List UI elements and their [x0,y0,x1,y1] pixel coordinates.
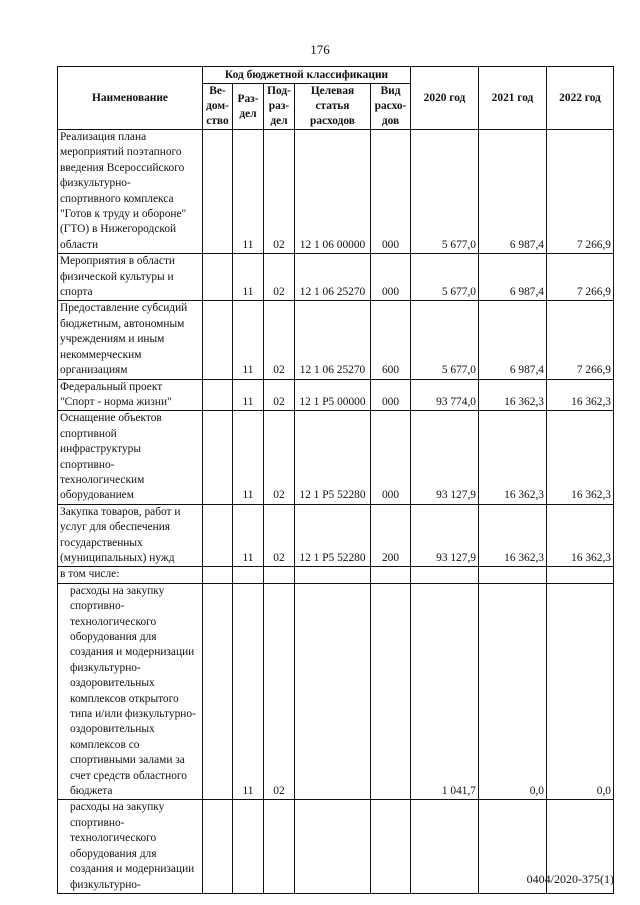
row-celevaya [295,583,371,800]
row-podrazdel: 02 [264,130,295,254]
row-2020: 5 677,0 [411,130,479,254]
row-vedomstvo [203,301,233,379]
row-podrazdel: 02 [264,379,295,411]
row-razdel: 11 [233,379,264,411]
row-celevaya: 12 1 06 25270 [295,254,371,301]
row-2021: 16 362,3 [479,504,547,567]
row-podrazdel [264,800,295,893]
row-2021: 6 987,4 [479,254,547,301]
row-name: Реализация плана мероприятий поэтапного введения Всероссийского физкультурно- спортивного комплекса "Готов к труду и обороне" (ГТО) в Нижегородской области [58,130,203,254]
row-2020: 93 127,9 [411,504,479,567]
row-name: расходы на закупку спортивно- технологического оборудования для создания и модернизации физкультурно- оздоровительных комплексов открытого типа и/или физкультурно- оздоровительных комплексов со спортивными залами за счет средств областного бюджета [58,583,203,800]
row-2020 [411,567,479,583]
header-2020: 2020 год [411,67,479,130]
budget-table [57,66,614,894]
table-row [58,583,614,800]
header-podrazdel: Под- раз- дел [264,84,295,130]
row-vedomstvo [203,567,233,583]
row-celevaya [295,567,371,583]
row-razdel: 11 [233,583,264,800]
row-2022 [547,567,614,583]
row-2022: 0,0 [547,583,614,800]
row-name: в том числе: [58,567,203,583]
row-2020: 93 127,9 [411,411,479,504]
header-vid: Вид расхо- дов [371,84,411,130]
table-row [58,379,614,411]
row-2021 [479,567,547,583]
row-podrazdel: 02 [264,504,295,567]
page-number: 176 [310,42,330,57]
row-2020: 5 677,0 [411,254,479,301]
row-vid: 000 [371,130,411,254]
row-2021: 16 362,3 [479,411,547,504]
row-2022: 16 362,3 [547,411,614,504]
row-vid: 200 [371,504,411,567]
row-name: Предоставление субсидий бюджетным, автономным учреждениям и иным некоммерческим организациям [58,301,203,379]
row-2022: 7 266,9 [547,301,614,379]
row-celevaya [295,800,371,893]
row-vid: 600 [371,301,411,379]
row-2022: 7 266,9 [547,130,614,254]
table-row [58,301,614,379]
row-celevaya: 12 1 P5 00000 [295,379,371,411]
row-2020: 1 041,7 [411,583,479,800]
row-celevaya: 12 1 P5 52280 [295,411,371,504]
row-vedomstvo [203,583,233,800]
header-name: Наименование [58,67,203,130]
table-row [58,130,614,254]
header-vedomstvo: Ве- дом- ство [203,84,233,130]
row-2020: 93 774,0 [411,379,479,411]
row-vid [371,583,411,800]
row-name: Мероприятия в области физической культуры и спорта [58,254,203,301]
row-vid: 000 [371,411,411,504]
row-name: Федеральный проект "Спорт - норма жизни" [58,379,203,411]
row-2021: 0,0 [479,583,547,800]
row-name: расходы на закупку спортивно- технологического оборудования для создания и модернизации физкультурно- [58,800,203,893]
table-row [58,504,614,567]
row-2020 [411,800,479,893]
row-vid: 000 [371,254,411,301]
row-podrazdel: 02 [264,254,295,301]
footer-document-code: 0404/2020-375(1) [526,872,614,886]
row-celevaya: 12 1 06 25270 [295,301,371,379]
row-vedomstvo [203,504,233,567]
header-2022: 2022 год [547,67,614,130]
row-name: Оснащение объектов спортивной инфраструктуры спортивно- технологическим оборудованием [58,411,203,504]
row-2021: 6 987,4 [479,130,547,254]
row-podrazdel [264,567,295,583]
row-razdel [233,567,264,583]
row-vedomstvo [203,411,233,504]
row-razdel: 11 [233,411,264,504]
row-razdel [233,800,264,893]
header-razdel: Раз- дел [233,84,264,130]
row-podrazdel: 02 [264,411,295,504]
row-vedomstvo [203,254,233,301]
row-2021: 6 987,4 [479,301,547,379]
row-vid: 000 [371,379,411,411]
row-name: Закупка товаров, работ и услуг для обеспечения государственных (муниципальных) нужд [58,504,203,567]
row-2022: 16 362,3 [547,379,614,411]
row-2020: 5 677,0 [411,301,479,379]
row-vid [371,567,411,583]
table-row [58,411,614,504]
row-vid [371,800,411,893]
row-podrazdel: 02 [264,301,295,379]
row-razdel: 11 [233,254,264,301]
row-vedomstvo [203,379,233,411]
table-row [58,567,614,583]
row-2021: 16 362,3 [479,379,547,411]
table-row [58,254,614,301]
row-podrazdel: 02 [264,583,295,800]
header-kbk: Код бюджетной классификации [203,67,411,84]
row-razdel: 11 [233,130,264,254]
row-vedomstvo [203,130,233,254]
row-2022: 7 266,9 [547,254,614,301]
header-celevaya: Целевая статья расходов [295,84,371,130]
row-celevaya: 12 1 P5 52280 [295,504,371,567]
row-vedomstvo [203,800,233,893]
row-2022: 16 362,3 [547,504,614,567]
header-2021: 2021 год [479,67,547,130]
row-celevaya: 12 1 06 00000 [295,130,371,254]
row-razdel: 11 [233,504,264,567]
row-razdel: 11 [233,301,264,379]
